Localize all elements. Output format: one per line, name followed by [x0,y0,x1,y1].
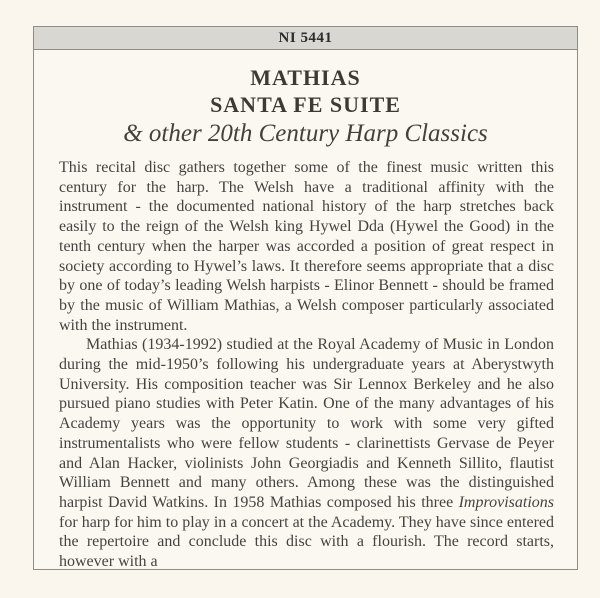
paragraph-1: This recital disc gathers together some of the finest music written this century for the harp. The Welsh have a traditional affinity with the instrument - the documented national history of the harp stretches back easily to the reign of the Welsh king Hywel Dda (Hywel the Good) in the tenth century when the harper was accorded a position of great respect in society according to Hywel’s laws. It therefore seems appropriate that a disc by one of today’s leading Welsh harpists - Elinor Bennett - should be framed by the music of William Mathias, a Welsh composer particularly associated with the instrument. [59,159,554,334]
paragraph-2-text-before: Mathias (1934-1992) studied at the Royal Academy of Music in London during the mid-1950’s following his undergraduate years at Aberystwyth University. His composition teacher was Sir Lennox Berkeley and he also pursued piano studies with Peter Katin. One of the many advantages of his Academy years was the opportunity to work with some very gifted instrumentalists who were fellow students - clarinettists Gervase de Peyer and Alan Hacker, violinists John Georgiadis and Kenneth Sillito, flautist William Bennett and many others. Among these was the distinguished harpist David Watkins. In 1958 Mathias composed his three [59,336,554,511]
catalog-number: NI 5441 [278,30,333,46]
paragraph-2-italic-title: Improvisations [458,493,554,511]
booklet-page-frame [33,26,578,570]
title-block [34,65,577,149]
paragraph-2 [59,335,554,571]
paragraph-2-text-after: for harp for him to play in a concert at the Academy. They have since entered the repertoire and conclude this disc with a flourish. The record starts, however with a [59,513,554,571]
catalog-band [34,27,577,50]
title-work: SANTA FE SUITE [210,92,401,117]
title-composer: MATHIAS [250,65,361,90]
liner-notes [34,158,577,572]
subtitle: & other 20th Century Harp Classics [123,120,488,147]
